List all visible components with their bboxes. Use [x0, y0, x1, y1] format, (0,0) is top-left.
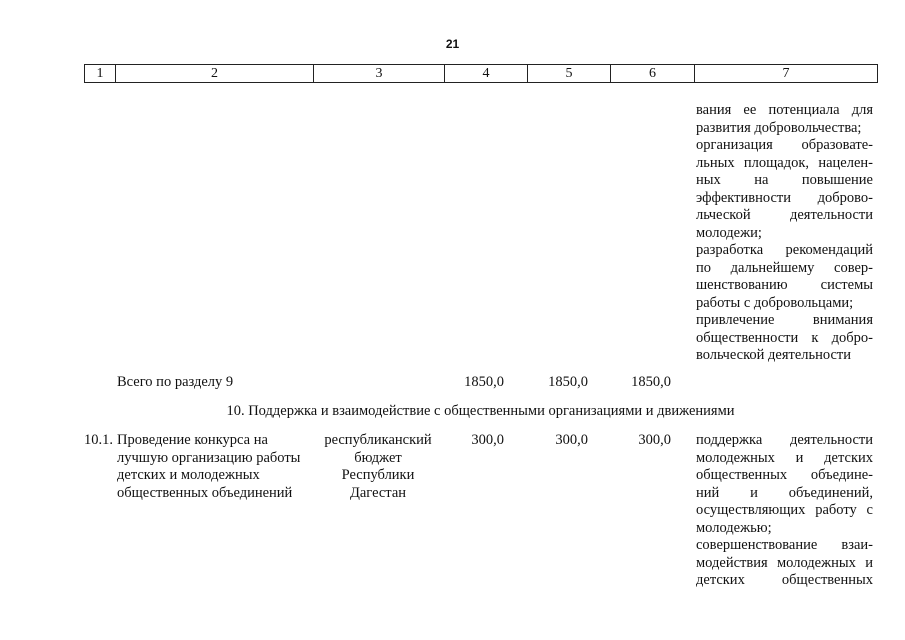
text-line: ний и объединений, — [696, 484, 873, 501]
continuation-result-text — [696, 102, 873, 365]
text-line: общественности к добро- — [696, 329, 873, 346]
text-line: шенствованию системы — [696, 277, 873, 293]
text-line: молодежью; — [696, 519, 772, 536]
column-header-7: 7 — [695, 65, 878, 83]
text-line: разработка рекомендаций — [696, 242, 873, 258]
text-line: ных на повышение — [696, 172, 873, 188]
text-line: Дагестан — [349, 484, 407, 501]
total-col5: 1850,0 — [548, 374, 588, 390]
text-line: льческой деятельности — [696, 207, 873, 223]
text-line: лучшую организацию работы — [117, 449, 301, 466]
column-header-5: 5 — [528, 65, 611, 83]
column-header-row — [85, 65, 878, 83]
text-line: эффективности доброво- — [696, 189, 873, 206]
text-line: бюджет — [354, 449, 402, 466]
activity-name — [117, 432, 313, 502]
text-line: привлечение внимания — [696, 312, 873, 328]
column-header-1: 1 — [85, 65, 116, 83]
row-col5: 300,0 — [555, 432, 588, 448]
text-line: совершенствование взаи- — [696, 537, 873, 553]
text-line: вольческой деятельности — [696, 347, 852, 363]
row-col6: 300,0 — [638, 432, 671, 448]
total-col6: 1850,0 — [631, 374, 671, 390]
text-line: молодежи; — [696, 224, 762, 241]
text-line: работы с добровольцами; — [696, 294, 854, 311]
text-line: детских общественных — [696, 572, 873, 588]
text-line: детских и молодежных — [117, 467, 260, 483]
text-line: по дальнейшему совер- — [696, 259, 873, 276]
expected-result — [696, 432, 873, 590]
column-header-2: 2 — [116, 65, 314, 83]
text-line: развития добровольчества; — [696, 119, 862, 136]
column-header-6: 6 — [611, 65, 695, 83]
column-header-4: 4 — [445, 65, 528, 83]
row-number: 10.1. — [84, 432, 113, 448]
text-line: вания ее потенциала для — [696, 102, 873, 118]
section-title: 10. Поддержка и взаимодействие с общественными организациями и движениями — [226, 403, 735, 419]
text-line: организация образовате- — [696, 137, 873, 153]
text-line: осуществляющих работу с — [696, 502, 873, 518]
page-number: 21 — [445, 37, 460, 51]
text-line: Республики — [341, 467, 415, 483]
total-col4: 1850,0 — [464, 374, 504, 390]
text-line: общественных объединений — [117, 484, 293, 501]
row-col4: 300,0 — [471, 432, 504, 448]
column-header-3: 3 — [314, 65, 445, 83]
text-line: Проведение конкурса на — [117, 432, 268, 448]
column-header-table — [84, 64, 878, 83]
text-line: льных площадок, нацелен- — [696, 154, 873, 171]
text-line: модействия молодежных и — [696, 554, 873, 571]
text-line: молодежных и детских — [696, 449, 873, 466]
total-label: Всего по разделу 9 — [117, 374, 234, 390]
text-line: общественных объедине- — [696, 467, 873, 483]
text-line: поддержка деятельности — [696, 432, 873, 448]
funding-source — [313, 432, 443, 502]
text-line: республиканский — [324, 432, 432, 448]
